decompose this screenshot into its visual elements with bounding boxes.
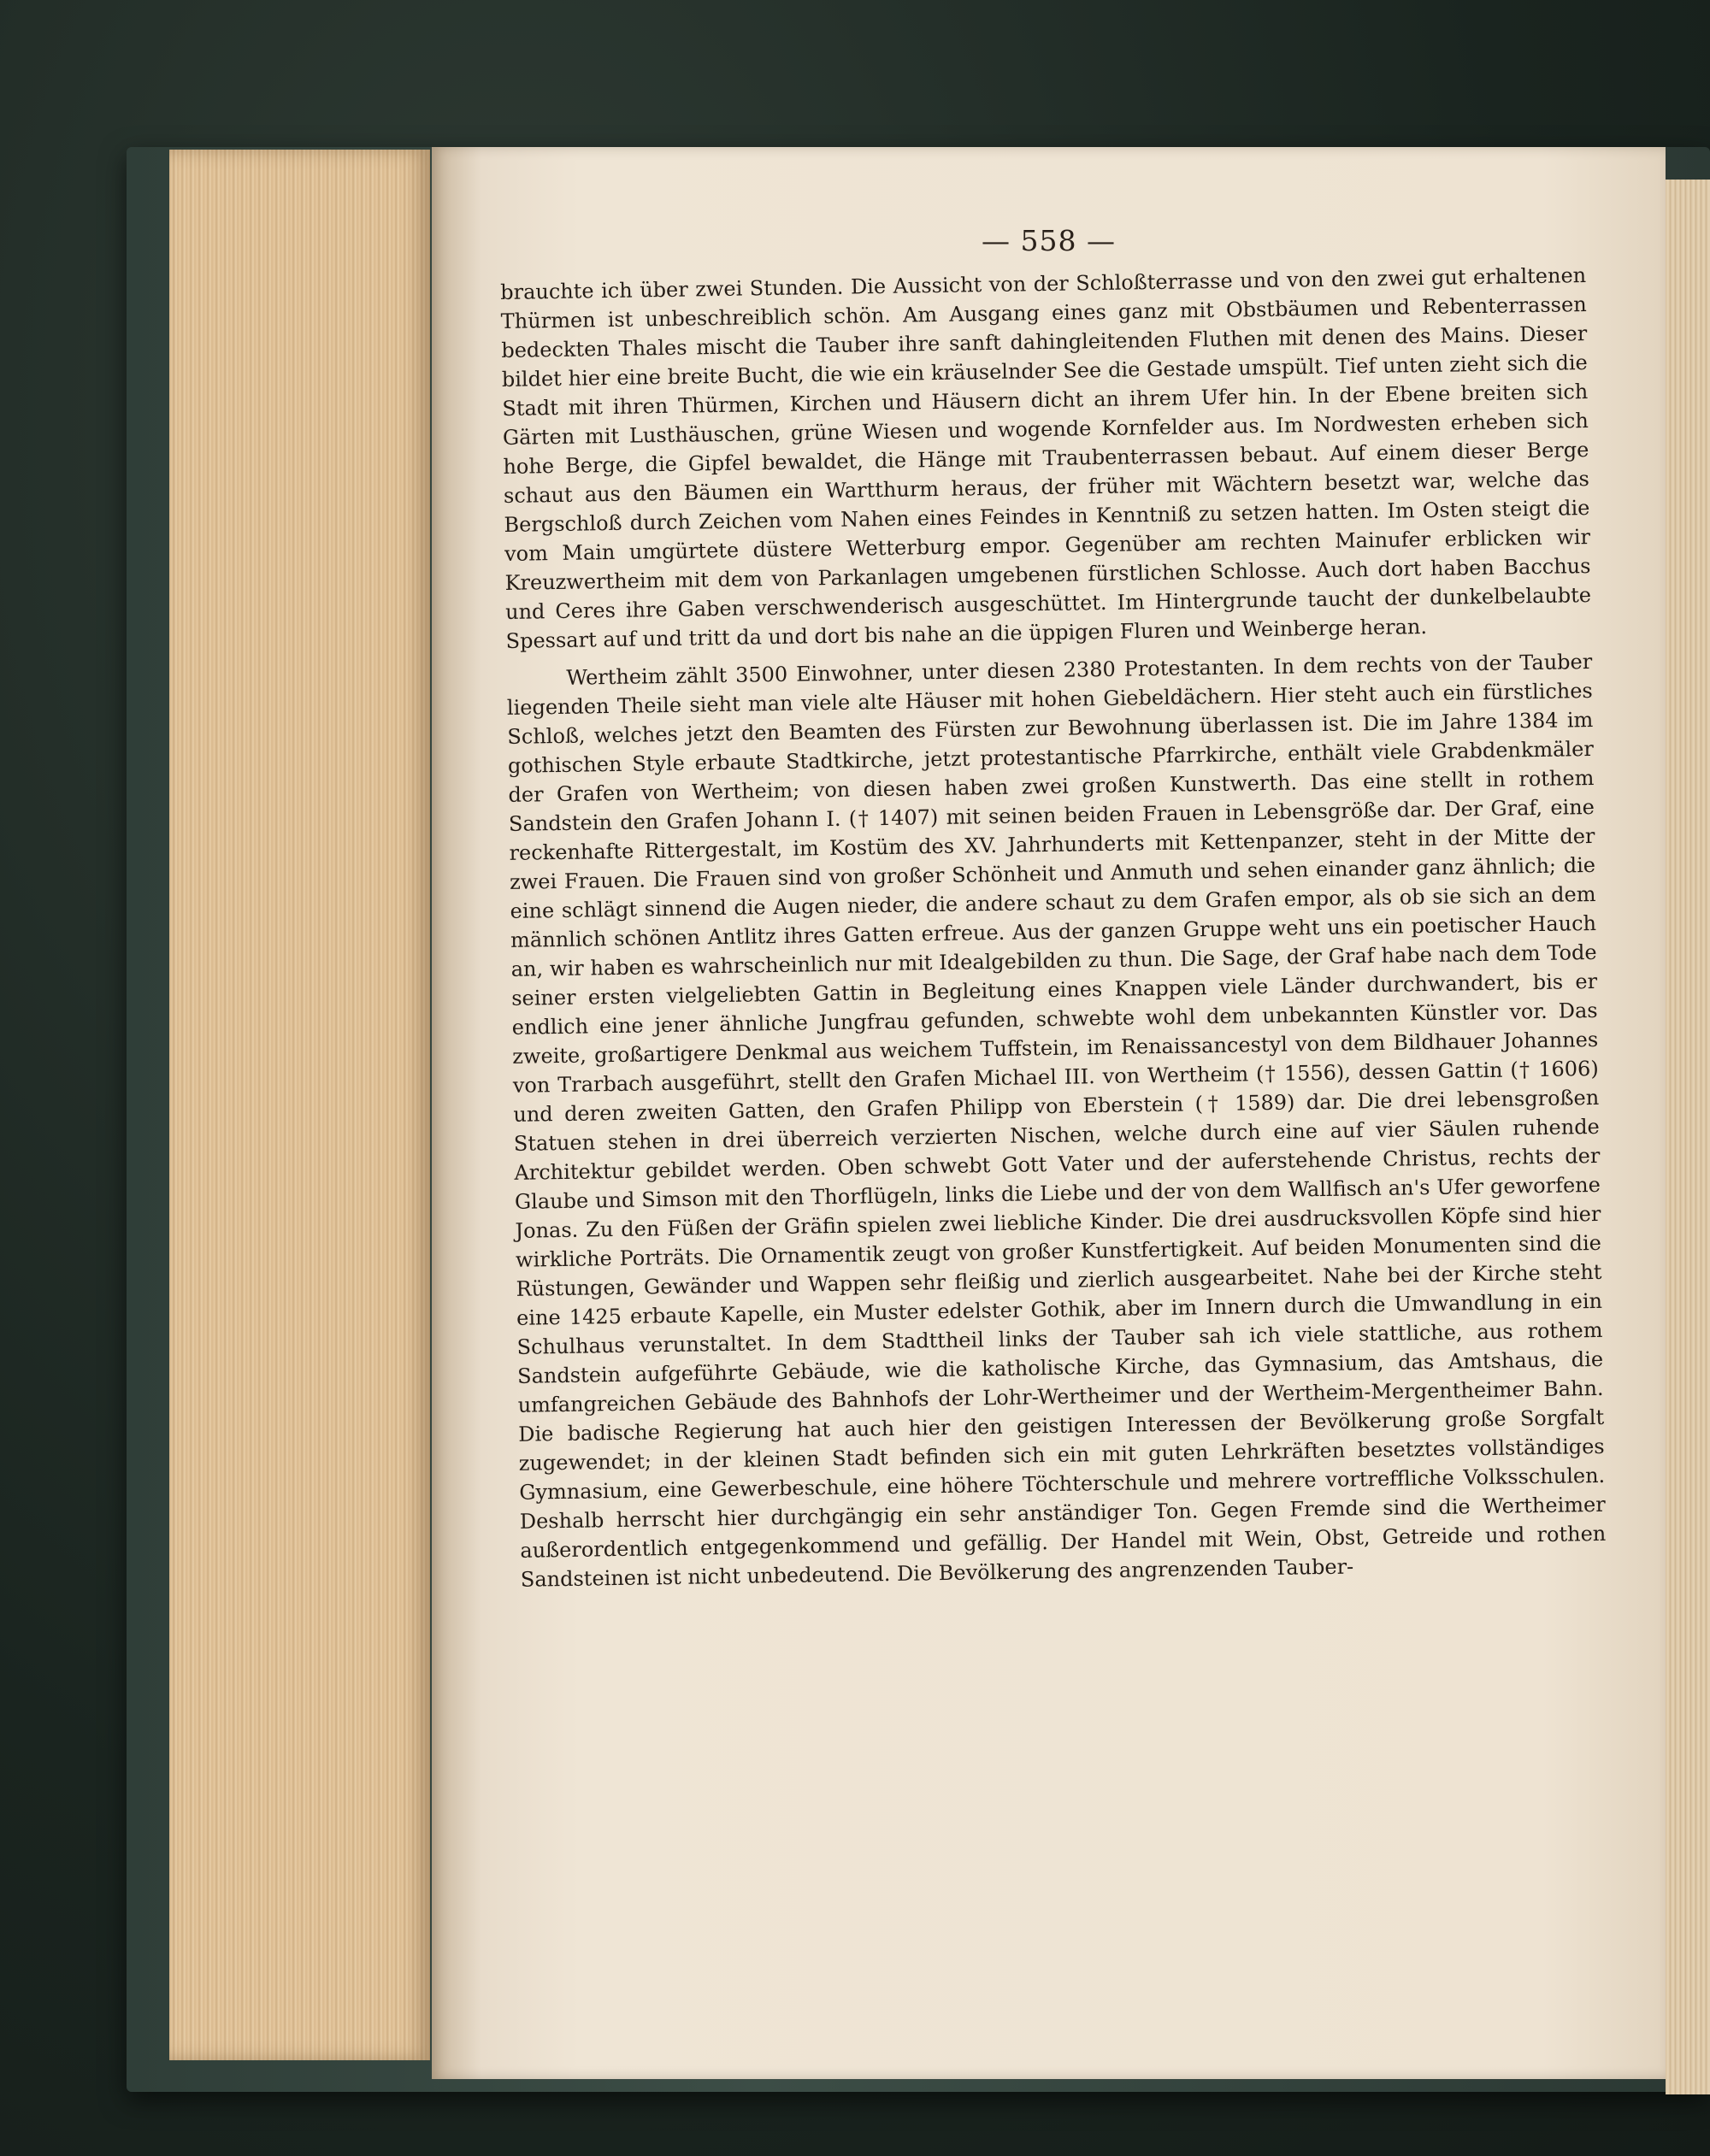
paragraph-2: Wertheim zählt 3500 Einwohner, unter diesen 2380 Protestanten. In dem rechts von der Tauber liegenden Theile sieht man viele alte Häuser mit hohen Giebeldächern. Hier steht auch ein fürstliches Schloß, welches jetzt den Beamten des Fürsten zur Bewohnung überlassen ist. Die im Jahre 1384 im gothischen Style erbaute Stadtkirche, jetzt protestantische Pfarrkirche, enthält viele Grabdenkmäler der Grafen von Wertheim; von diesen haben zwei großen Kunstwerth. Das eine stellt in rothem Sandstein den Grafen Johann I. († 1407) mit seinen beiden Frauen in Lebensgröße dar. Der Graf, eine reckenhafte Rittergestalt, im Kostüm des XV. Jahrhunderts mit Kettenpanzer, steht in der Mitte der zwei Frauen. Die Frauen sind von großer Schönheit und Anmuth und sehen einander ganz ähnlich; die eine schlägt sinnend die Augen nieder, die andere schaut zu dem Grafen empor, als ob sie sich an dem männlich schönen Antlitz ihres Gatten erfreue. Aus der ganzen Gruppe weht uns ein poetischer Hauch an, wir haben es wahrscheinlich nur mit Idealgebilden zu thun. Die Sage, der Graf habe nach dem Tode seiner ersten vielgeliebten Gattin in Begleitung eines Knappen viele Länder durchwandert, bis er endlich eine jener ähnliche Jungfrau gefunden, schwebte wohl dem unbekannten Künstler vor. Das zweite, großartigere Denkmal aus weichem Tuffstein, im Renaissancestyl von dem Bildhauer Johannes von Trarbach ausgeführt, stellt den Grafen Michael III. von Wertheim († 1556), dessen Gattin († 1606) und deren zweiten Gatten, den Grafen Philipp von Eberstein († 1589) dar. Die drei lebensgroßen Statuen stehen in drei überreich verzierten Nischen, welche durch eine auf vier Säulen ruhende Architektur gebildet werden. Oben schwebt Gott Vater und der auferstehende Christus, rechts der Glaube und Simson mit den Thorflügeln, links die Liebe und der von dem Wallfisch an's Ufer geworfene Jonas. Zu den Füßen der Gräfin spielen zwei liebliche Kinder. Die drei ausdrucksvollen Köpfe sind hier wirkliche Porträts. Die Ornamentik zeugt von großer Kunstfertigkeit. Auf beiden Monumenten sind die Rüstungen, Gewänder und Wappen sehr fleißig und zierlich ausgearbeitet. Nahe bei der Kirche steht eine 1425 erbaute Kapelle, ein Muster edelster Gothik, aber im Innern durch die Umwandlung in ein Schulhaus verunstaltet. In dem Stadttheil links der Tauber sah ich viele stattliche, aus rothem Sandstein aufgeführte Gebäude, wie die katholische Kirche, das Gymnasium, das Amtshaus, die umfangreichen Gebäude des Bahnhofs der Lohr-Wertheimer und der Wertheim-Mergentheimer Bahn. Die badische Regierung hat auch hier den geistigen Interessen der Bevölkerung große Sorgfalt zugewendet; in der kleinen Stadt befinden sich ein mit guten Lehrkräften besetztes vollständiges Gymnasium, eine Gewerbeschule, eine höhere Töchterschule und mehrere vortreffliche Volksschulen. Deshalb herrscht hier durchgängig ein sehr anständiger Ton. Gegen Fremde sind die Wertheimer außerordentlich entgegenkommend und gefällig. Der Handel mit Wein, Obst, Getreide und rothen Sandsteinen ist nicht unbedeutend. Die Bevölkerung des angrenzenden Tauber- (506, 649, 1607, 1592)
page-edges-left (169, 150, 430, 2060)
page-edges-right (1666, 180, 1710, 2094)
paragraph-1: brauchte ich über zwei Stunden. Die Aussicht von der Schloßterrasse und von den zwei gut erhaltenen Thürmen ist unbeschreiblich schön. Am Ausgang eines ganz mit Obstbäumen und Rebenterrassen bedeckten Thales mischt die Tauber ihre sanft dahingleitenden Fluthen mit denen des Mains. Dieser bildet hier eine breite Bucht, die wie ein kräuselnder See die Gestade umspült. Tief unten zieht sich die Stadt mit ihren Thürmen, Kirchen und Häusern dicht an ihrem Ufer hin. In der Ebene breiten sich Gärten mit Lusthäuschen, grüne Wiesen und wogende Kornfelder aus. Im Nordwesten erheben sich hohe Berge, die Gipfel bewaldet, die Hänge mit Traubenterrassen bebaut. Auf einem dieser Berge schaut aus den Bäumen ein Wartthurm heraus, der früher mit Wächtern besetzt war, welche das Bergschloß durch Zeichen vom Nahen eines Feindes in Kenntniß zu setzen hatten. Im Osten steigt die vom Main umgürtete düstere Wetterburg empor. Gegenüber am rechten Mainufer erblicken wir Kreuzwertheim mit dem von Parkanlagen umgebenen fürstlichen Schlosse. Auch dort haben Bacchus und Ceres ihre Gaben verschwenderisch ausgeschüttet. Im Hintergrunde taucht der dunkelbelaubte Spessart auf und tritt da und dort bis nahe an die üppigen Fluren und Weinberge heran. (500, 263, 1592, 653)
book-page (432, 147, 1666, 2079)
page-number: — 558 — (982, 224, 1116, 257)
page-text (500, 261, 1607, 1594)
